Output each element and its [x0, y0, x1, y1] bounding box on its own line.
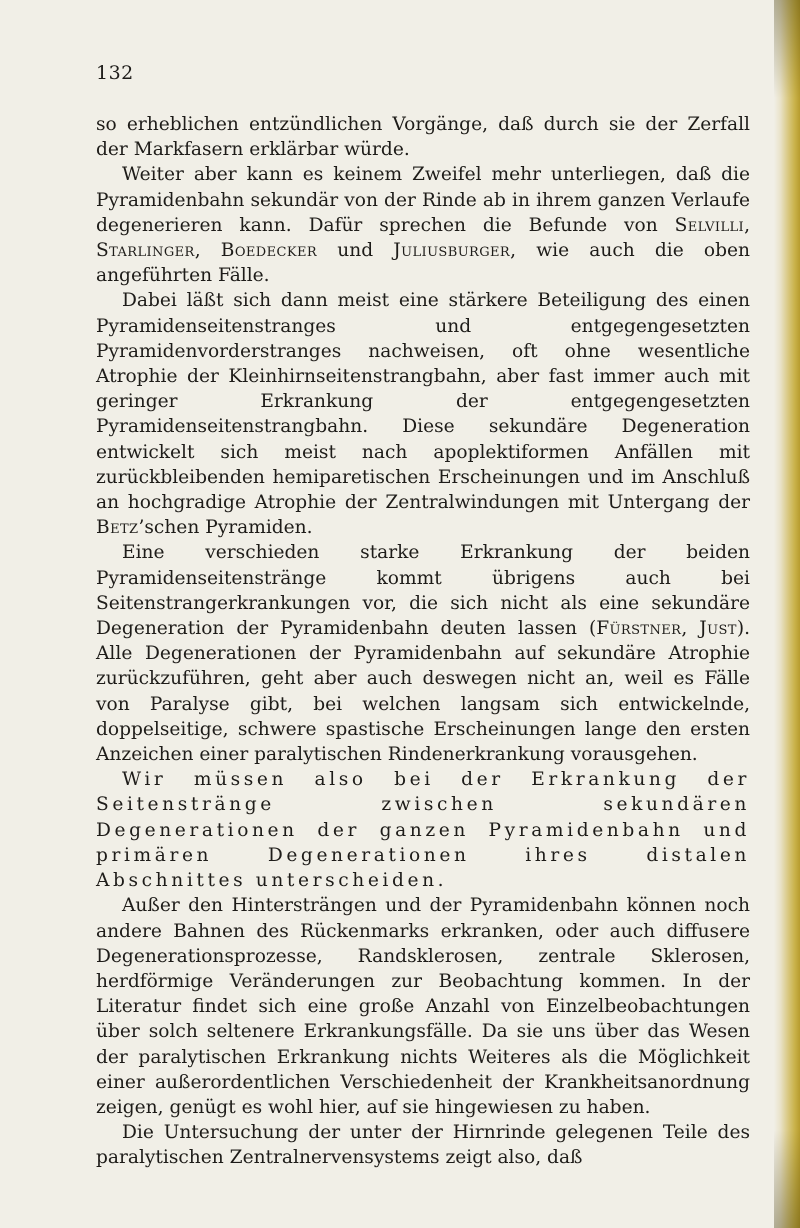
author-name: Fürstner [596, 618, 682, 640]
author-name: Boedecker [220, 240, 318, 262]
author-name: Juliusburger [393, 240, 511, 262]
text-run: , [194, 240, 221, 262]
paragraph [96, 112, 750, 162]
text-run: Weiter aber kann es keinem Zweifel mehr unterliegen, daß die Pyramidenbahn sekundär von der Rinde ab in ihrem ganzen Verlaufe degenerieren kann. Dafür sprechen die Befunde von [96, 164, 750, 236]
text-run: und [317, 240, 394, 262]
paragraph [96, 767, 750, 893]
author-name: Starlinger [96, 240, 195, 262]
text-run: , wie auch die oben angeführten Fälle. [96, 240, 751, 287]
text-run: Dabei läßt sich dann meist eine stärkere Beteiligung des einen Pyramidenseitenstranges und entgegengesetzten Pyramidenvorderstranges nachweisen, oft ohne wesentliche Atrophie der Kleinhirnseitenstrangbahn, aber fast immer auch mit geringer Erkrankung der entgegengesetzten Pyramidenseitenstrangbahn. Diese sekundäre Degeneration entwickelt sich meist nach apoplektiformen Anfällen mit zurückbleibenden hemiparetischen Erscheinungen und im Anschluß an hochgradige Atrophie der Zentralwindungen mit Untergang der [96, 290, 750, 514]
text-run: so erheblichen entzündlichen Vorgänge, daß durch sie der Zerfall der Markfasern erklärbar würde. [96, 114, 750, 161]
page-number: 132 [96, 62, 134, 84]
page-edge-shade [774, 0, 800, 1228]
author-name: Betz [96, 517, 139, 539]
author-name: Selvilli [674, 214, 745, 236]
text-run: Eine verschieden starke Erkrankung der beiden Pyramidenseitenstränge kommt übrigens auch bei Seitenstrangerkrankungen vor, die sich nicht als eine sekundäre Degeneration der Pyramidenbahn deuten lassen ( [96, 542, 750, 640]
emphasized-text: Wir müssen also bei der Erkrankung der Seitenstränge zwischen sekundären Degenerationen der ganzen Pyramidenbahn und primären Degenerationen ihres distalen Abschnittes unterscheiden. [96, 769, 750, 892]
page-edge [774, 0, 800, 1228]
text-run: Die Untersuchung der unter der Hirnrinde gelegenen Teile des paralytischen Zentralnervensystems zeigt also, daß [96, 1122, 750, 1169]
author-name: Just [699, 618, 737, 640]
text-run: , [681, 618, 700, 640]
paragraph [96, 1120, 750, 1170]
paragraph [96, 540, 750, 767]
text-run: Außer den Hintersträngen und der Pyramidenbahn können noch andere Bahnen des Rückenmarks erkranken, oder auch diffusere Degenerationsprozesse, Randsklerosen, zentrale Sklerosen, herdförmige Veränderungen zur Beobachtung kommen. In der Literatur findet sich eine große Anzahl von Einzelbeobachtungen über solch seltenere Erkrankungsfälle. Da sie uns über das Wesen der paralytischen Erkrankung nichts Weiteres als die Möglichkeit einer außerordentlichen Verschiedenheit der Krankheitsanordnung zeigen, genügt es wohl hier, auf sie hingewiesen zu haben. [96, 895, 750, 1118]
body-text [96, 112, 750, 1171]
text-run: ). Alle Degenerationen der Pyramidenbahn auf sekundäre Atrophie zurückzuführen, geht aber auch deswegen nicht an, weil es Fälle von Paralyse gibt, bei welchen langsam sich entwickelnde, doppelseitige, schwere spastische Erscheinungen lange den ersten Anzeichen einer paralytischen Rindenerkrankung vorausgehen. [96, 618, 750, 766]
paragraph [96, 893, 750, 1120]
text-run: ’schen Pyramiden. [138, 517, 313, 539]
text-run: , [744, 214, 750, 236]
paragraph [96, 288, 750, 540]
paragraph [96, 162, 750, 288]
